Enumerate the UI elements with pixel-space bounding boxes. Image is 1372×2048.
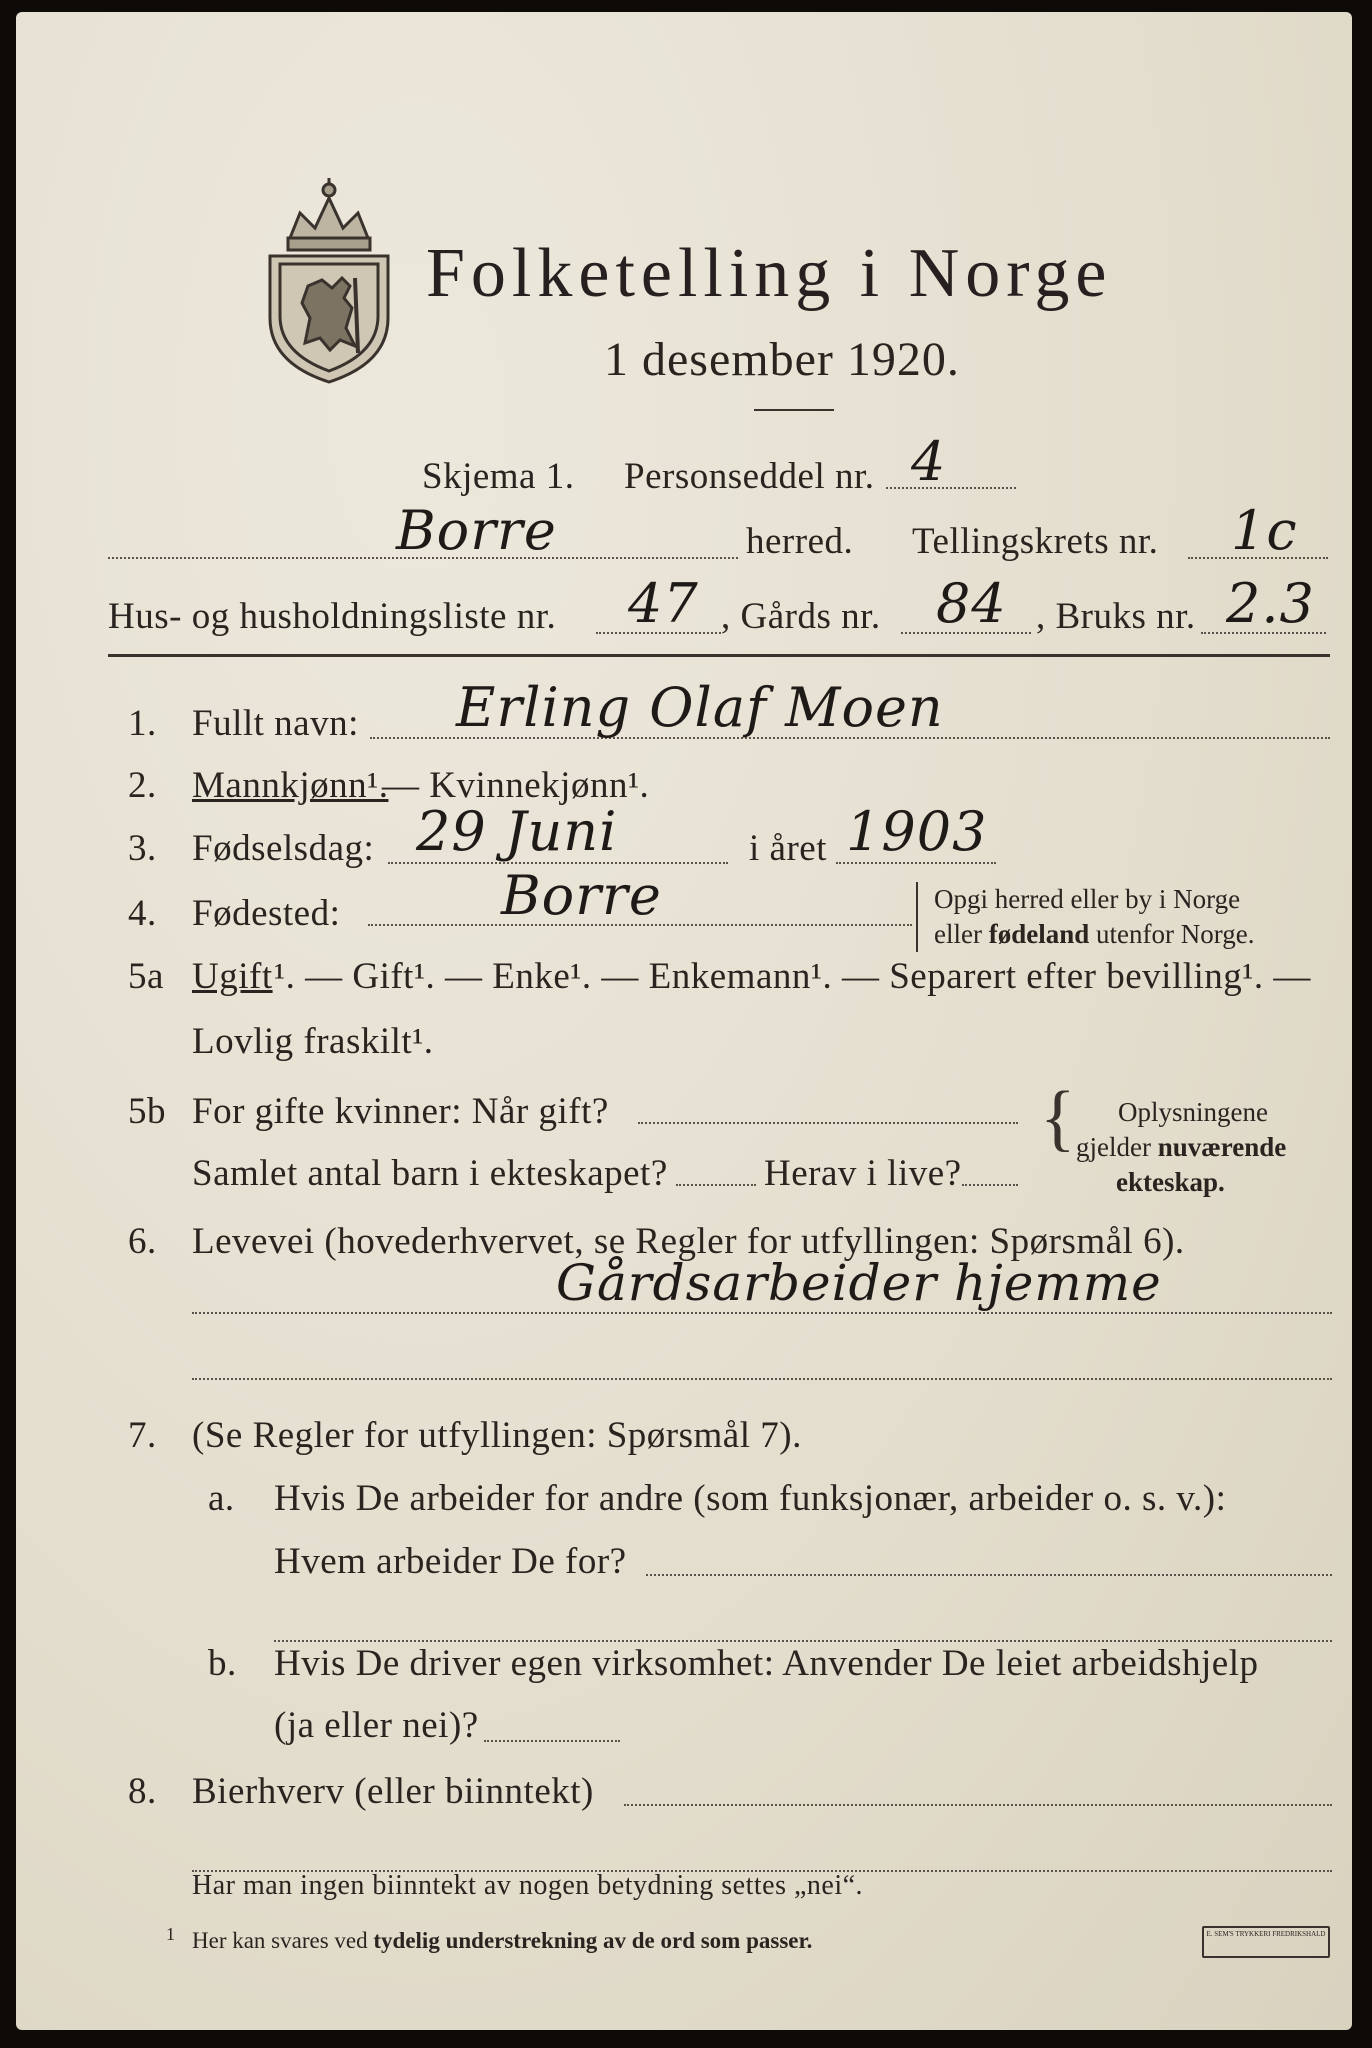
bruks-label: , Bruks nr. [1036,596,1196,637]
q4-number: 4. [128,893,157,934]
q7b-label: Hvis De driver egen virksomhet: Anvender De leiet arbeidshjelp [274,1643,1259,1684]
tellingskrets-value: 1c [1231,499,1298,562]
occupation-field-line2[interactable] [192,1378,1332,1380]
gender-female-option[interactable]: — Kvinnekjønn¹. [382,765,650,806]
q7a-letter: a. [208,1478,235,1519]
q5b-note-line2: gjelder nuværende [1076,1132,1287,1162]
gards-value: 84 [936,572,1007,635]
marital-other-options[interactable]: ¹. — Gift¹. — Enke¹. — Enkemann¹. — Separert efter bevilling¹. — [274,956,1311,997]
birthday-value: 29 Juni [416,800,618,863]
husliste-value: 47 [628,572,699,635]
q7b-question: (ja eller nei)? [274,1705,479,1746]
personseddel-field[interactable] [886,487,1016,489]
q3-number: 3. [128,828,157,869]
hired-help-field[interactable] [484,1740,620,1742]
q8-number: 8. [128,1771,157,1812]
tellingskrets-label: Tellingskrets nr. [912,521,1159,562]
herred-label: herred. [746,521,854,562]
norway-coat-of-arms-icon [260,168,398,388]
q7a-question: Hvem arbeider De for? [274,1541,627,1582]
employer-field-line1[interactable] [646,1574,1332,1576]
q6-label: Levevei (hovederhvervet, se Regler for utfyllingen: Spørsmål 6). [192,1221,1185,1262]
married-when-field[interactable] [638,1122,1018,1124]
q5b-children-label: Samlet antal barn i ekteskapet? [192,1153,668,1194]
q5b-note-line1: Oplysningene [1118,1097,1268,1127]
header-divider [108,654,1330,657]
q1-label: Fullt navn: [192,703,359,744]
gender-male-option[interactable]: Mannkjønn¹. [192,765,389,806]
q7-number: 7. [128,1415,157,1456]
personseddel-value: 4 [911,430,947,493]
title-divider [754,409,834,411]
census-form-sheet [16,12,1352,2030]
occupation-field-line1[interactable] [192,1312,1332,1314]
q3-label: Fødselsdag: [192,828,375,869]
birthplace-note-line2: eller fødeland utenfor Norge. [934,919,1255,949]
bruks-value: 2.3 [1226,572,1315,635]
herred-value: Borre [396,499,557,562]
personseddel-label: Personseddel nr. [624,456,875,497]
husliste-label: Hus- og husholdningsliste nr. [108,596,557,637]
full-name-value: Erling Olaf Moen [456,676,944,739]
q2-number: 2. [128,765,157,806]
occupation-value: Gårdsarbeider hjemme [556,1254,1162,1312]
q5b-married-when-label: For gifte kvinner: Når gift? [192,1091,609,1132]
gards-label: , Gårds nr. [721,596,881,637]
q5b-alive-label: Herav i live? [764,1153,962,1194]
birthplace-value: Borre [501,864,662,927]
skjema-label: Skjema 1. [422,456,575,497]
birth-year-label: i året [749,828,827,869]
q1-number: 1. [128,703,157,744]
printer-stamp [1202,1926,1330,1958]
footnote-number: 1 [166,1924,175,1944]
q7b-letter: b. [208,1643,237,1684]
q5b-note-line3: ekteskap. [1116,1167,1225,1197]
q6-number: 6. [128,1221,157,1262]
q5b-number: 5b [128,1091,166,1132]
form-title: Folketelling i Norge [426,235,1113,312]
q8-label: Bierhverv (eller biinntekt) [192,1771,594,1812]
birthplace-note-line1: Opgi herred eller by i Norge [934,884,1241,914]
children-alive-field[interactable] [962,1184,1018,1186]
q5b-brace: { [1040,1077,1076,1159]
birthplace-brace [916,882,922,952]
birth-year-value: 1903 [846,800,988,863]
q4-label: Fødested: [192,893,341,934]
side-income-field-line1[interactable] [624,1804,1332,1806]
footnote-text: Her kan svares ved tydelig understrekning av de ord som passer. [192,1928,813,1953]
marital-fraskilt-option[interactable]: Lovlig fraskilt¹. [192,1021,434,1062]
census-date: 1 desember 1920. [604,333,960,386]
children-count-field[interactable] [676,1184,756,1186]
q7-label: (Se Regler for utfyllingen: Spørsmål 7). [192,1415,802,1456]
marital-ugift-option[interactable]: Ugift [192,956,273,997]
q5a-number: 5a [128,956,164,997]
q7a-label: Hvis De arbeider for andre (som funksjonær, arbeider o. s. v.): [274,1478,1227,1519]
printer-stamp-text: E. SEM'S TRYKKERI FREDRIKSHALD [1206,1930,1326,1938]
footer-note: Har man ingen biinntekt av nogen betydning settes „nei“. [192,1870,864,1901]
